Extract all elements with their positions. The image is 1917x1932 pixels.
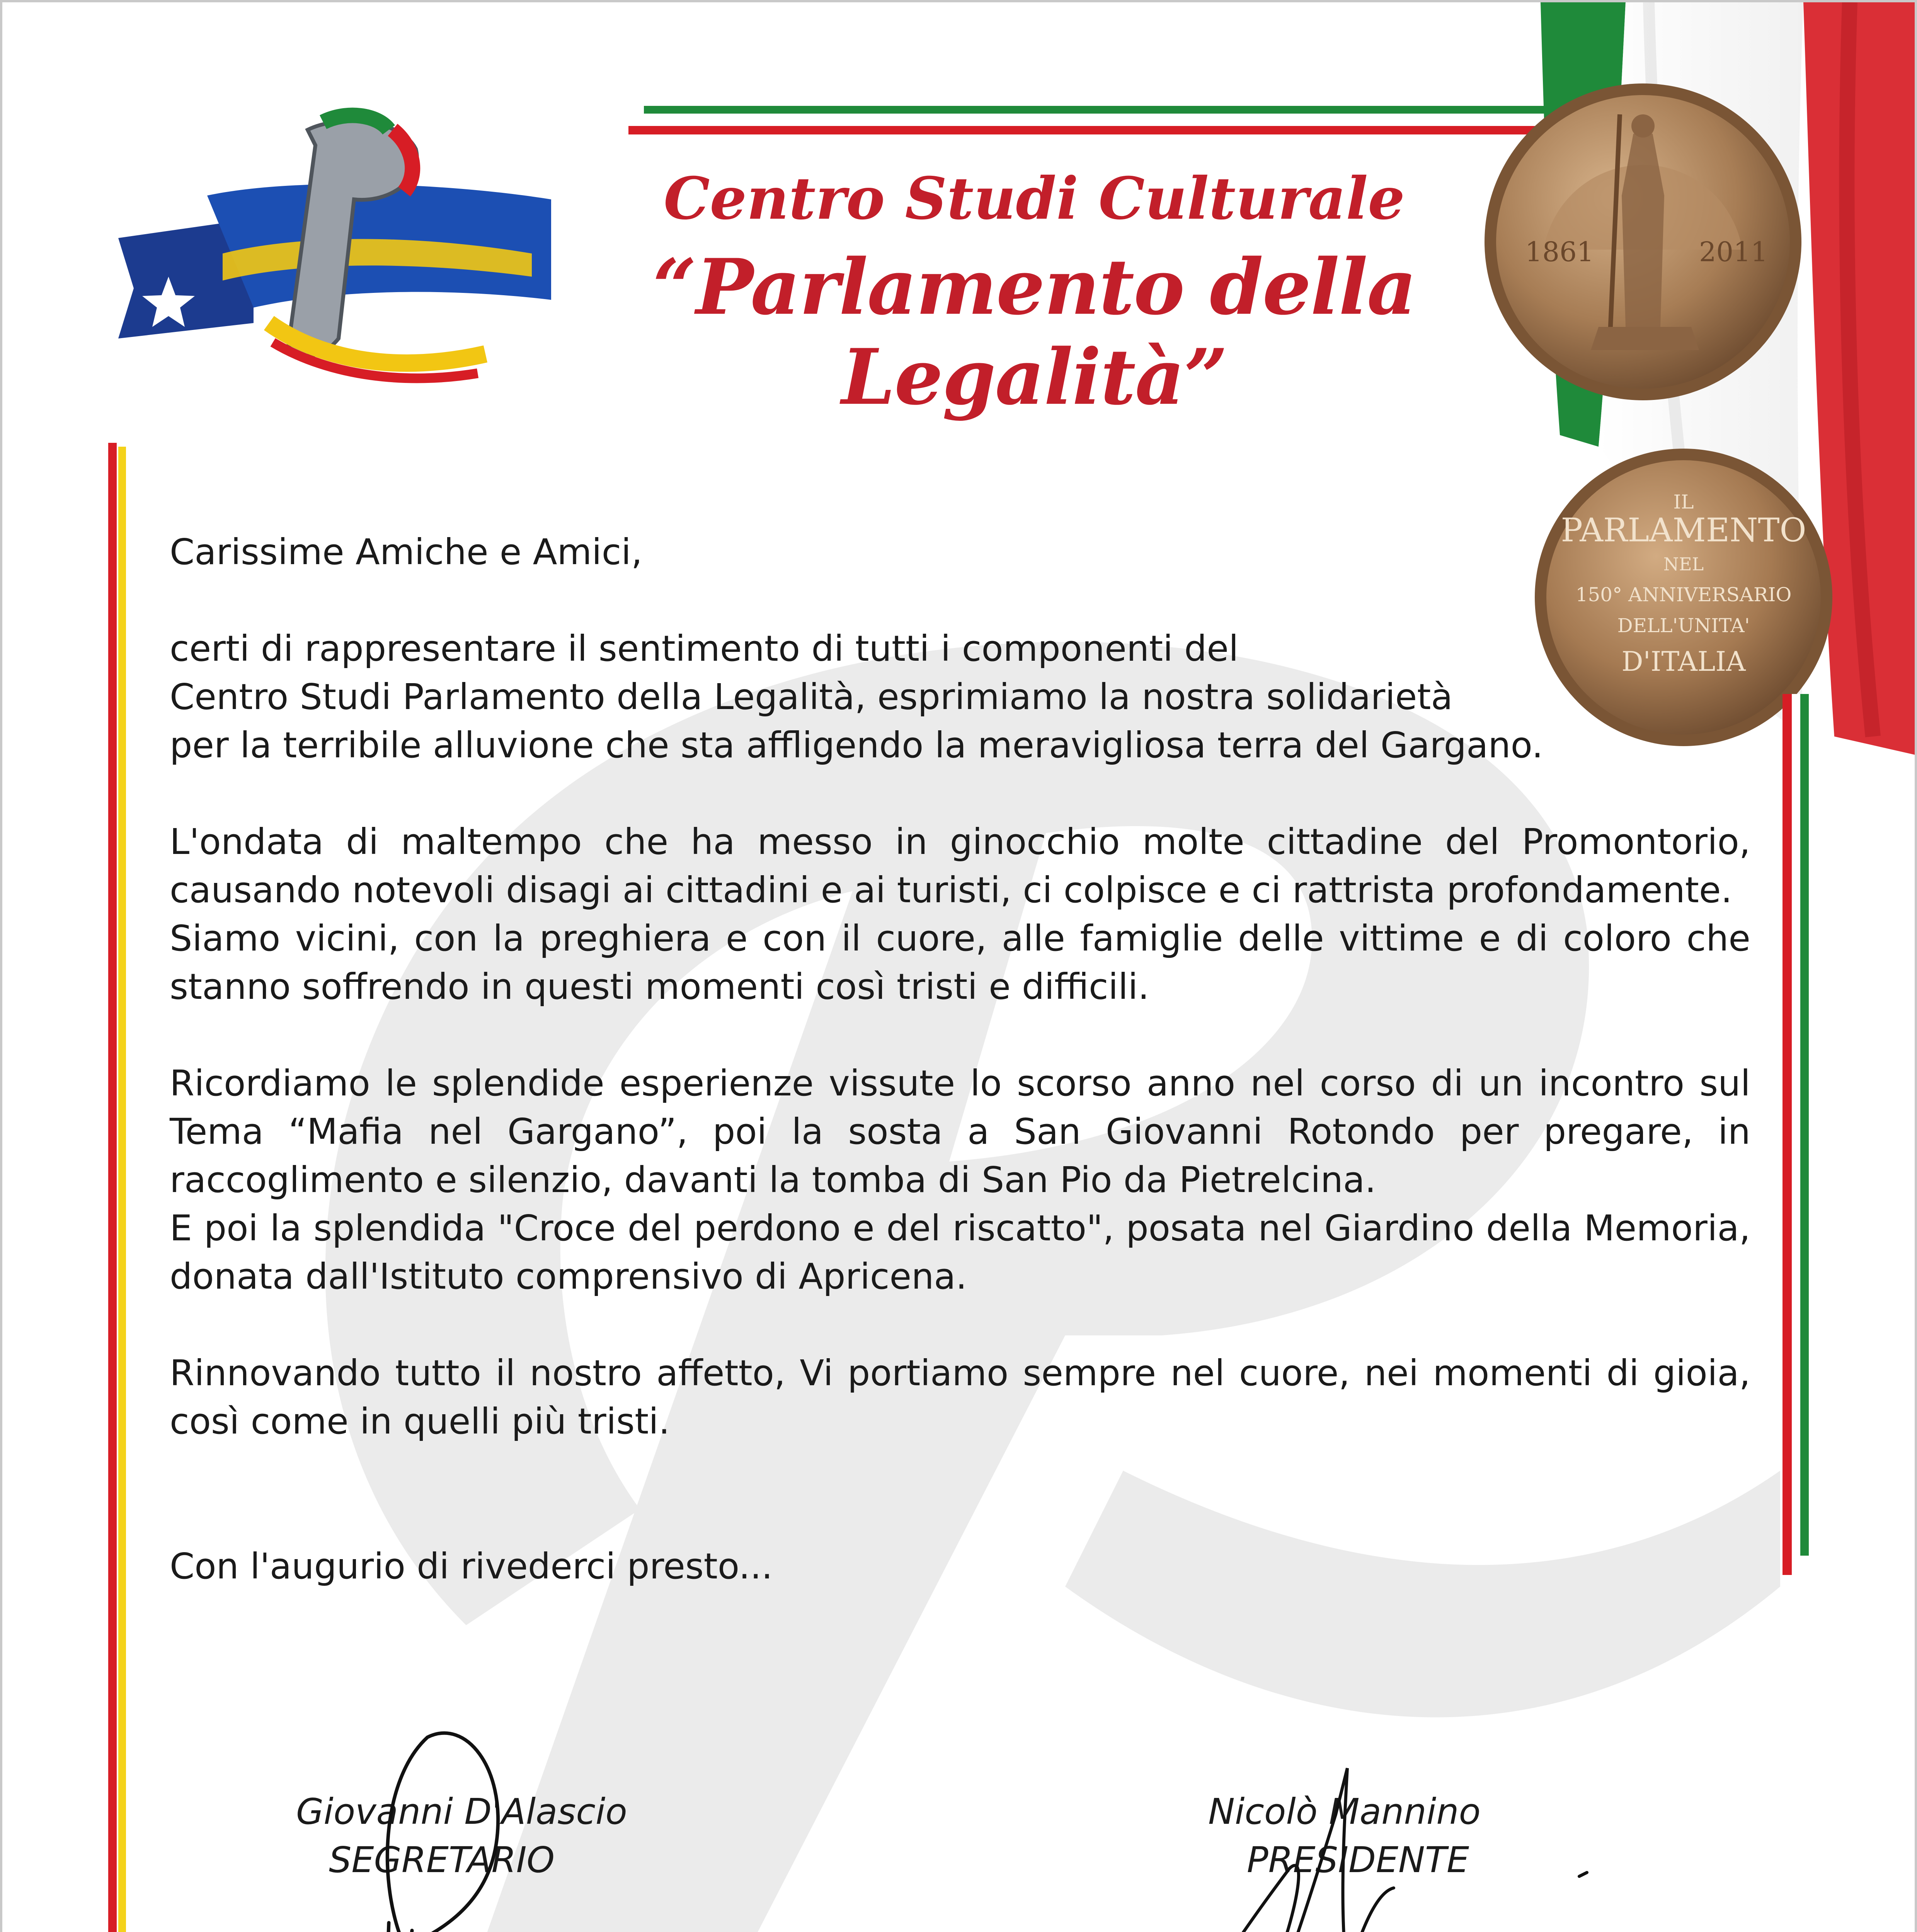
medal2-line2: PARLAMENTO [1561, 511, 1806, 549]
secretary-role: SEGRETARIO [329, 1839, 555, 1881]
paragraph-1-line-3: per la terribile alluvione che sta affligendo la meravigliosa terra del Gargano. [170, 724, 1543, 766]
medal2-line6: D'ITALIA [1621, 646, 1746, 677]
paragraph-1-line-2: Centro Studi Parlamento della Legalità, esprimiamo la nostra solidarietà [170, 676, 1453, 718]
left-red-stripe [108, 443, 117, 1932]
secretary-name: Giovanni D'Alascio [296, 1791, 627, 1832]
right-green-stripe [1800, 694, 1809, 1556]
paragraph-4: Ricordiamo le splendide esperienze vissute lo scorso anno nel corso di un incontro sul Tema “Mafia nel Gargano”, poi la sosta a San Giovanni Rotondo per pregare, in raccoglimento e silenzio, davanti la tomba di San Pio da Pietrelcina. [170, 1063, 1750, 1201]
commemorative-medal-front [1483, 80, 1803, 404]
letter-body [170, 528, 1750, 1590]
medal2-line5: DELL'UNITA' [1617, 614, 1750, 637]
medal2-line1: IL [1673, 491, 1694, 513]
paragraph-1-line-1: certi di rappresentare il sentimento di tutti i componenti del [170, 628, 1239, 669]
medal-year-right: 2011 [1699, 236, 1768, 268]
org-name-line2: “Parlamento della Legalità” [652, 242, 1416, 422]
left-yellow-stripe [118, 447, 126, 1932]
president-name: Nicolò Mannino [1208, 1791, 1481, 1832]
paragraph-2: L'ondata di maltempo che ha messo in ginocchio molte cittadine del Promontorio, causando notevoli disagi ai cittadini e ai turisti, ci colpisce e ci rattrista profondamente. [170, 821, 1750, 911]
paragraph-3: Siamo vicini, con la preghiera e con il cuore, alle famiglie delle vittime e di coloro che stanno soffrendo in questi momenti così tristi e difficili. [170, 918, 1750, 1007]
president-role: PRESIDENTE [1247, 1839, 1469, 1881]
president-handwritten-signature [1162, 1760, 1664, 1932]
salutation: Carissime Amiche e Amici, [170, 531, 643, 573]
pl-logo [107, 107, 563, 393]
header-red-line [628, 126, 1544, 134]
secretary-handwritten-signature [211, 1722, 621, 1932]
org-name-line1: Centro Studi Culturale [664, 165, 1405, 233]
medal-year-left: 1861 [1525, 236, 1594, 268]
paragraph-6: Rinnovando tutto il nostro affetto, Vi portiamo sempre nel cuore, nei momenti di gioia, così come in quelli più tristi. [170, 1352, 1750, 1442]
medal2-line4: 150° ANNIVERSARIO [1575, 583, 1792, 606]
closing: Con l'augurio di rivederci presto... [170, 1546, 773, 1587]
medal2-line3: NEL [1663, 554, 1704, 575]
paragraph-5: E poi la splendida "Croce del perdono e del riscatto", posata nel Giardino della Memoria, donata dall'Istituto comprensivo di Apricena. [170, 1208, 1750, 1297]
header-green-line [644, 106, 1548, 114]
right-white-stripe [1792, 694, 1800, 1556]
right-red-stripe [1783, 694, 1792, 1575]
